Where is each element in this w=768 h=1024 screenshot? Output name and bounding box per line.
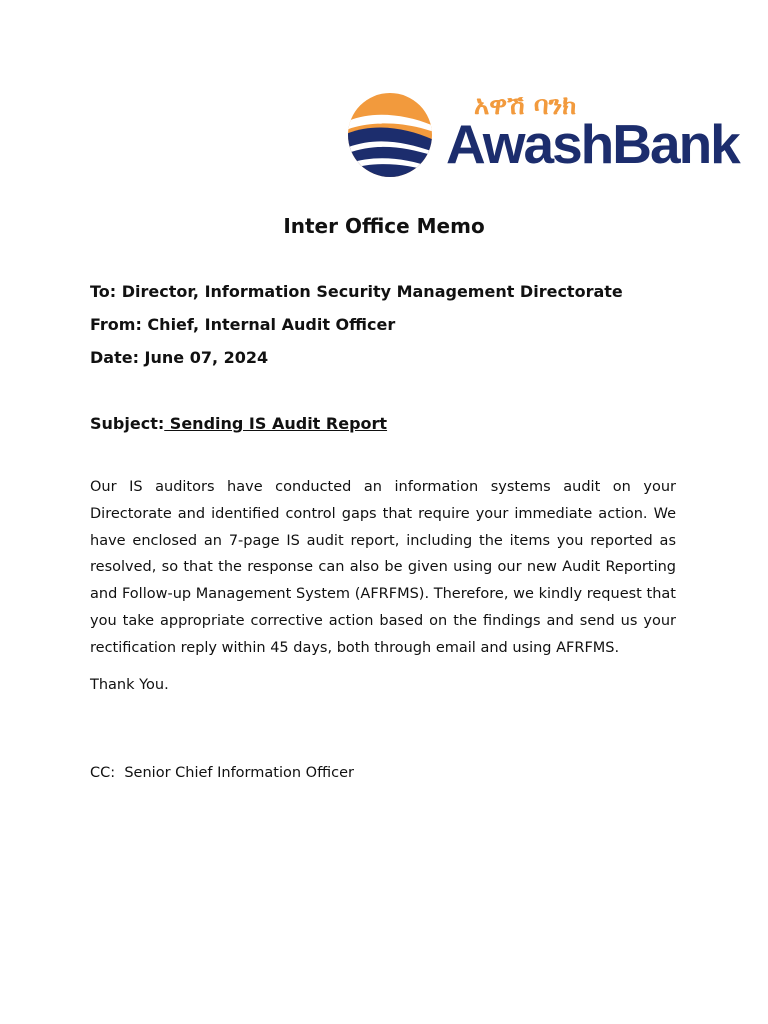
memo-subject <box>90 413 387 435</box>
subject-value: Sending IS Audit Report <box>164 414 388 433</box>
memo-from: From: Chief, Internal Audit Officer <box>90 315 396 334</box>
logo-wordmark: AwashBank <box>446 113 739 175</box>
memo-title: Inter Office Memo <box>283 214 485 238</box>
awash-bank-logo <box>346 92 756 178</box>
awash-bank-globe-icon <box>346 92 434 178</box>
memo-cc: CC: Senior Chief Information Officer <box>90 765 354 781</box>
memo-closing: Thank You. <box>90 677 169 693</box>
memo-to: To: Director, Information Security Management Directorate <box>90 282 623 301</box>
subject-label: Subject: <box>90 414 165 433</box>
logo-amharic-text: አዋሽ ባንክ <box>474 91 577 121</box>
memo-body: Our IS auditors have conducted an information systems audit on your Directorate and identified control gaps that require your immediate action. We have enclosed an 7-page IS audit report, including the items you reported as resolved, so that the response can also be given using our new Audit Reporting and Follow-up Management System (AFRFMS). Therefore, we kindly request that you take appropriate corrective action based on the findings and send us your rectification reply within 45 days, both through email and using AFRFMS. <box>90 479 676 656</box>
memo-date: Date: June 07, 2024 <box>90 348 269 367</box>
